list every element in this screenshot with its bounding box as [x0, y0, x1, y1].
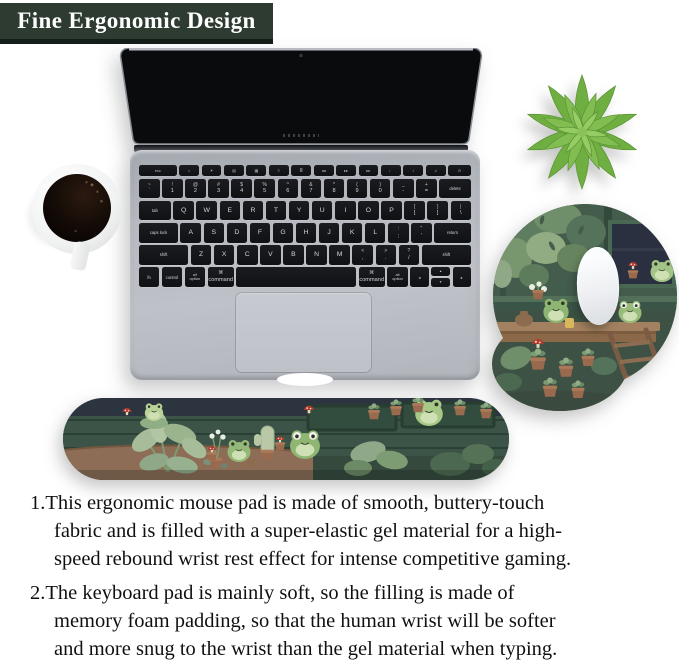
- key-delete: delete: [439, 179, 471, 199]
- key-p: P: [381, 201, 402, 221]
- potted-plant: [207, 452, 217, 460]
- key-symbol: | \: [451, 201, 472, 221]
- key-space: [236, 267, 355, 287]
- key-function: ▦: [246, 165, 266, 176]
- key-m: M: [329, 245, 350, 265]
- key-symbol: < ,: [352, 245, 373, 265]
- key-y: Y: [289, 201, 310, 221]
- key-z: Z: [191, 245, 212, 265]
- key-fn: fn: [139, 267, 159, 287]
- wrist-rest-illustration: [63, 396, 510, 480]
- key-return: return: [434, 223, 471, 243]
- arrow-keys: [410, 267, 471, 287]
- laptop-deck: [130, 150, 480, 380]
- key-4: $ 4: [231, 179, 252, 199]
- key-function: ▸▸: [336, 165, 356, 176]
- key-o: O: [358, 201, 379, 221]
- key-function: ▸▸: [359, 165, 379, 176]
- laptop-lid-notch: [277, 373, 333, 386]
- key-arrow-left: ◂: [410, 267, 429, 287]
- key-command: ⌘ command: [359, 267, 385, 287]
- key-function: ≣: [291, 165, 311, 176]
- key-symbol: ? /: [399, 245, 420, 265]
- frog: [290, 430, 320, 459]
- key-tab: tab: [139, 201, 171, 221]
- key-control: control: [162, 267, 182, 287]
- potted-plant: [532, 290, 544, 299]
- key-x: X: [214, 245, 235, 265]
- succulent-plant: [516, 70, 644, 194]
- laptop-screen: [118, 48, 484, 146]
- key-h: H: [296, 223, 316, 243]
- key-shift: shift: [139, 245, 188, 265]
- key-u: U: [312, 201, 333, 221]
- key-7: & 7: [301, 179, 322, 199]
- coffee-liquid: [43, 174, 111, 242]
- key-t: T: [266, 201, 287, 221]
- key-capslock: caps lock: [139, 223, 178, 243]
- key-8: * 8: [324, 179, 345, 199]
- key-f: F: [250, 223, 270, 243]
- key-symbol: + =: [416, 179, 437, 199]
- laptop: [118, 48, 490, 384]
- banner-title: Fine Ergonomic Design: [17, 8, 256, 33]
- laptop-keyboard: [139, 165, 471, 290]
- key-function: ▤: [224, 165, 244, 176]
- keyboard-wrist-rest: [58, 390, 514, 488]
- key-i: I: [335, 201, 356, 221]
- description-item-1: [30, 489, 670, 574]
- frog: [619, 301, 642, 323]
- description-line: 2.The keyboard pad is mainly soft, so the filling is made of: [30, 581, 515, 604]
- frog: [228, 440, 251, 462]
- key-arrow-down: ▾: [431, 278, 450, 287]
- frog: [651, 260, 674, 282]
- key-j: J: [319, 223, 339, 243]
- key-function: ♪: [403, 165, 423, 176]
- key-symbol: > .: [376, 245, 397, 265]
- description-item-2: [30, 579, 670, 664]
- potted-plant: [261, 450, 274, 460]
- key-b: B: [283, 245, 304, 265]
- potted-plant: [275, 442, 285, 450]
- key-symbol: _ -: [393, 179, 414, 199]
- key-2: @ 2: [185, 179, 206, 199]
- key-5: % 5: [254, 179, 275, 199]
- coffee-mug: [565, 318, 574, 328]
- key-function: ☀: [202, 165, 222, 176]
- frog: [145, 403, 163, 421]
- key-q: Q: [173, 201, 194, 221]
- key-v: V: [260, 245, 281, 265]
- description-line: fabric and is filled with a super-elastic gel material for a high-: [54, 520, 562, 543]
- description-line: memory foam padding, so that the human wrist will be softer: [54, 609, 556, 632]
- key-w: W: [196, 201, 217, 221]
- description-line: speed rebound wrist rest effect for intense competitive gaming.: [54, 548, 572, 571]
- key-option: alt option: [387, 267, 407, 287]
- key-e: E: [220, 201, 241, 221]
- key-6: ^ 6: [278, 179, 299, 199]
- key-d: D: [227, 223, 247, 243]
- key-option: alt option: [185, 267, 205, 287]
- key-a: A: [180, 223, 200, 243]
- potted-plant: [628, 270, 638, 278]
- key-function: ♫: [426, 165, 446, 176]
- key-l: L: [365, 223, 385, 243]
- key-0: ) 0: [370, 179, 391, 199]
- key-s: S: [204, 223, 224, 243]
- key-esc: esc: [139, 165, 177, 176]
- banner: [0, 3, 273, 44]
- description-line: and more snug to the wrist than the gel material when typing.: [54, 638, 558, 661]
- key-1: ! 1: [162, 179, 183, 199]
- key-g: G: [273, 223, 293, 243]
- key-symbol: " ': [411, 223, 431, 243]
- key-function: ♩: [381, 165, 401, 176]
- wooden-table: [492, 322, 660, 342]
- key-symbol: ~ `: [139, 179, 160, 199]
- description: [30, 489, 670, 663]
- key-shift: shift: [422, 245, 471, 265]
- screen-branding: [283, 134, 319, 137]
- key-symbol: } ]: [427, 201, 448, 221]
- key-3: # 3: [208, 179, 229, 199]
- coffee-cup: [26, 160, 130, 272]
- shelf-panel: [308, 406, 396, 430]
- frog: [543, 299, 568, 323]
- key-symbol: : ;: [388, 223, 408, 243]
- key-symbol: { [: [404, 201, 425, 221]
- key-arrow-up: ▴: [431, 267, 450, 276]
- key-r: R: [243, 201, 264, 221]
- coffee-mug: [247, 458, 255, 467]
- key-k: K: [342, 223, 362, 243]
- key-command: ⌘ command: [208, 267, 234, 287]
- key-n: N: [306, 245, 327, 265]
- description-line: 1.This ergonomic mouse pad is made of smooth, buttery-touch: [30, 492, 545, 514]
- trackpad: [235, 292, 372, 373]
- key-9: ( 9: [347, 179, 368, 199]
- key-function: ☼: [179, 165, 199, 176]
- key-arrow-right: ▸: [453, 267, 472, 287]
- webcam-icon: [299, 54, 303, 58]
- key-c: C: [237, 245, 258, 265]
- key-function: ≡: [269, 165, 289, 176]
- key-function: ◂◂: [314, 165, 334, 176]
- key-power: ⊙: [448, 165, 471, 176]
